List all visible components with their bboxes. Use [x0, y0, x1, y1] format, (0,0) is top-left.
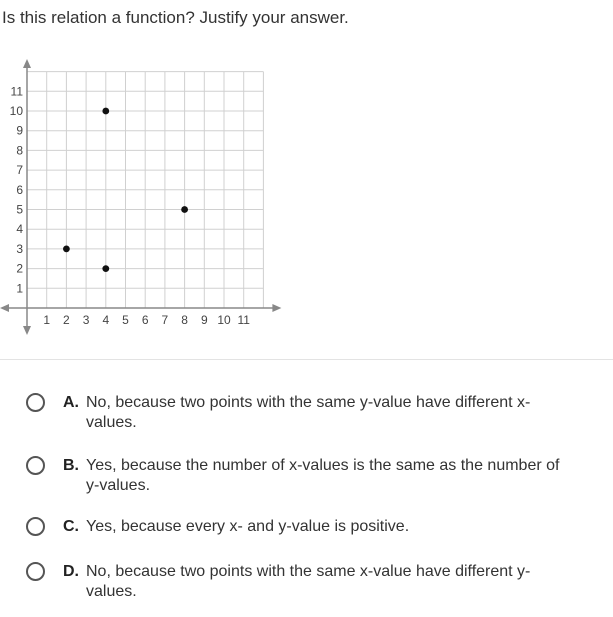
- x-tick-label: 4: [102, 313, 110, 327]
- x-axis-arrow-right: [272, 304, 281, 312]
- divider: [0, 359, 613, 360]
- x-axis-arrow-left: [0, 304, 9, 312]
- choice-a-line2: values.: [86, 414, 137, 431]
- question-text: Is this relation a function? Justify your answer.: [2, 8, 349, 27]
- scatter-chart: [0, 55, 300, 355]
- choice-d-line1: No, because two points with the same x-value have different y-: [86, 563, 531, 580]
- x-tick-label: 10: [217, 313, 231, 327]
- data-point: [63, 246, 70, 253]
- x-tick-label: 2: [63, 313, 70, 327]
- x-tick-label: 9: [200, 313, 208, 327]
- choice-c-text: [63, 517, 608, 537]
- x-tick-label: 8: [181, 313, 188, 327]
- y-axis-arrow-down: [23, 326, 31, 335]
- data-point: [181, 206, 188, 213]
- radio-d-button[interactable]: [26, 562, 45, 581]
- y-tick-label: 10: [9, 104, 23, 118]
- data-point: [102, 108, 109, 115]
- x-tick-label: 11: [237, 313, 250, 327]
- radio-c-button[interactable]: [26, 517, 45, 536]
- choice-b-letter: B.: [63, 457, 79, 474]
- choice-a[interactable]: [26, 393, 611, 435]
- choice-b-text: [63, 456, 608, 496]
- choice-d[interactable]: [26, 562, 611, 604]
- choice-c-line1: Yes, because every x- and y-value is positive.: [86, 518, 410, 535]
- y-tick-label: 2: [16, 261, 23, 276]
- y-tick-label: 4: [16, 222, 23, 237]
- x-tick-label: 6: [141, 313, 149, 327]
- y-tick-label: 1: [16, 281, 23, 296]
- radio-a-button[interactable]: [26, 393, 45, 412]
- choice-d-letter: D.: [63, 563, 79, 580]
- y-tick-label: 8: [16, 143, 23, 158]
- y-tick-label: 9: [16, 123, 23, 138]
- choice-a-line1: No, because two points with the same y-value have different x-: [86, 394, 531, 411]
- y-tick-label: 11: [10, 84, 23, 99]
- data-point: [102, 265, 109, 272]
- choice-b-line2: y-values.: [86, 477, 151, 494]
- choice-c-letter: C.: [63, 518, 79, 535]
- choice-b-line1: Yes, because the number of x-values is the same as the number of: [86, 457, 560, 474]
- y-tick-label: 6: [16, 182, 23, 197]
- y-axis-arrow-up: [23, 59, 31, 68]
- radio-b-button[interactable]: [26, 456, 45, 475]
- y-tick-label: 3: [16, 241, 23, 256]
- y-tick-label: 5: [16, 202, 23, 217]
- choice-a-letter: A.: [63, 394, 79, 411]
- choice-a-text: [63, 393, 608, 433]
- x-tick-label: 1: [43, 313, 51, 327]
- choice-b[interactable]: [26, 456, 611, 498]
- y-tick-label: 7: [16, 163, 23, 178]
- choice-d-text: [63, 562, 608, 602]
- x-tick-label: 3: [82, 313, 90, 327]
- x-tick-label: 7: [161, 313, 169, 327]
- x-tick-label: 5: [122, 313, 129, 327]
- choice-c[interactable]: [26, 517, 611, 539]
- choice-d-line2: values.: [86, 583, 137, 600]
